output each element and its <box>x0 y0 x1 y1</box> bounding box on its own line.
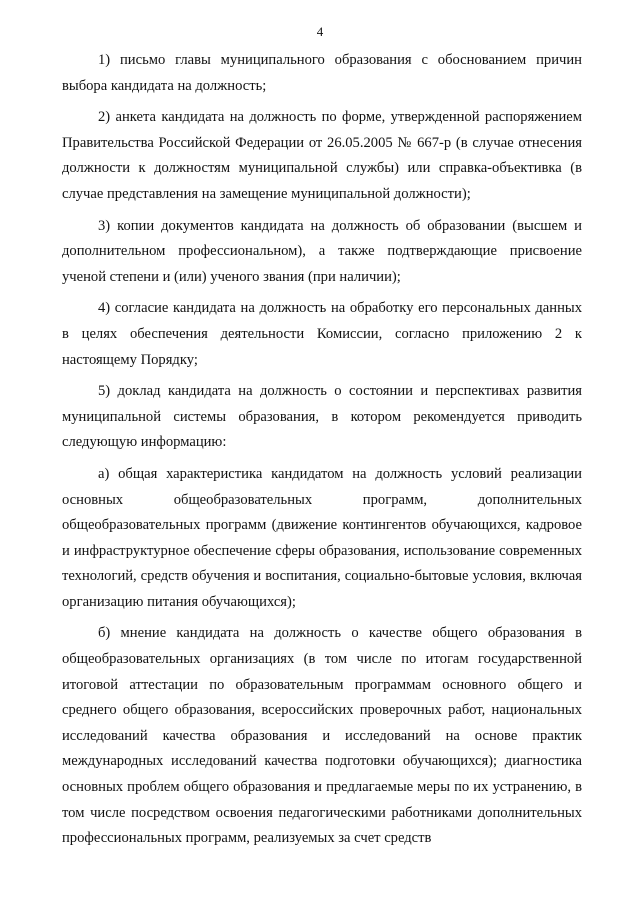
paragraph-item-1: 1) письмо главы муниципального образования с обоснованием причин выбора кандидата на должность; <box>62 52 582 94</box>
paragraph-subitem-a: а) общая характеристика кандидатом на должность условий реализации основных общеобразовательных программ, дополнительных общеобразовательных программ (движение контингентов обучающихся, кадровое и инфраструктурное обеспечение сферы образования, использование современных технологий, средств обучения и воспитания, социально-бытовые условия, включая организацию питания обучающихся); <box>62 465 582 610</box>
paragraph-subitem-b: б) мнение кандидата на должность о качестве общего образования в общеобразовательных организациях (в том числе по итогам государственной итоговой аттестации по образовательным программам основного общего и среднего общего образования, всероссийских проверочных работ, национальных исследований качества образования и исследований на основе практик международных исследований качества подготовки обучающихся); диагностика основных проблем общего образования и предлагаемые меры по их устранению, в том числе посредством освоения педагогическими работниками дополнительных профессиональных программ, реализуемых за счет средств <box>62 625 582 847</box>
paragraph-item-4: 4) согласие кандидата на должность на обработку его персональных данных в целях обеспечения деятельности Комиссии, согласно приложению 2 к настоящему Порядку; <box>62 300 582 368</box>
paragraph-item-2: 2) анкета кандидата на должность по форме, утвержденной распоряжением Правительства Российской Федерации от 26.05.2005 № 667-р (в случае отнесения должности к должностям муниципальной службы) или справка-объективка (в случае представления на замещение муниципальной должности); <box>62 109 582 202</box>
paragraph-item-5: 5) доклад кандидата на должность о состоянии и перспективах развития муниципальной системы образования, в котором рекомендуется приводить следующую информацию: <box>62 383 582 451</box>
document-body <box>62 48 582 858</box>
paragraph-item-3: 3) копии документов кандидата на должность об образовании (высшем и дополнительном профессиональном), а также подтверждающие присвоение ученой степени и (или) ученого звания (при наличии); <box>62 217 582 285</box>
page-number: 4 <box>316 24 324 39</box>
